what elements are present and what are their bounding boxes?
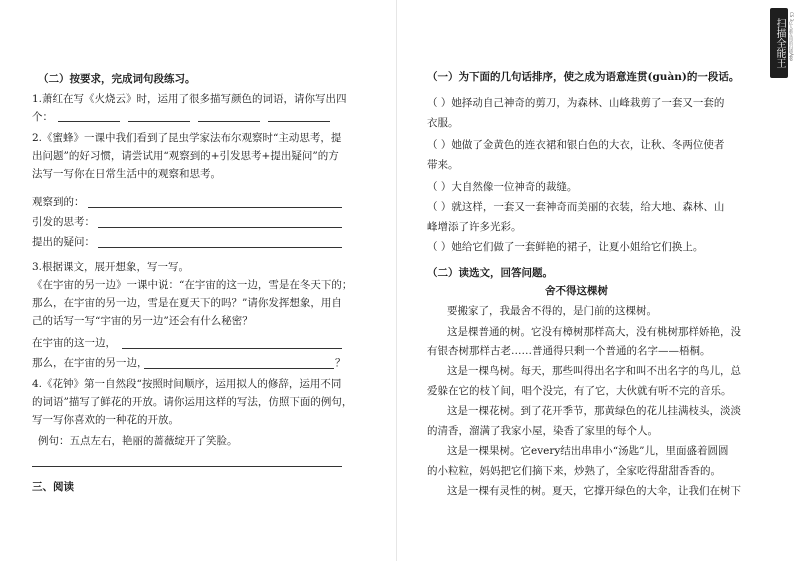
article-para-3-line2: 爱躲在它的枝丫间，唱个没完，有了它，大伙就有听不完的音乐。 — [427, 385, 732, 397]
section2-heading: （二）按要求，完成词句段练习。 — [38, 73, 196, 85]
article-para-3-line1: 这是一棵鸟树。每天，那些叫得出名字和叫不出名字的鸟儿，总 — [447, 365, 741, 377]
sentence-1-line2: 衣服。 — [427, 117, 459, 129]
q1-blank-2[interactable] — [128, 121, 190, 122]
q4-text-line1: 4.《花钟》第一自然段“按照时间顺序，运用拟人的修辞，运用不同 — [32, 378, 342, 390]
right-page — [397, 0, 794, 561]
q2-text-line3: 法写一写你在日常生活中的观察和思考。 — [32, 168, 221, 180]
sentence-1-line1: （ ）她择动自己神奇的剪刀，为森林、山峰栽剪了一套又一套的 — [427, 97, 725, 109]
q3-text-line2: 《在宇宙的另一边》一课中说：“在宇宙的这一边，雪是在冬天下的； — [32, 279, 353, 291]
q4-example: 例句：五点左右，艳丽的蔷薇绽开了笑脸。 — [38, 435, 238, 447]
q4-text-line3: 写一写你喜欢的一种花的开放。 — [32, 414, 179, 426]
q3-fill-prefix-1: 在宇宙的这一边， — [32, 337, 116, 349]
sentence-4-line1: （ ）就这样，一套又一套神奇而美丽的衣装，给大地、森林、山 — [427, 201, 725, 213]
sentence-2-line2: 带来。 — [427, 159, 459, 171]
q1-text-line1: 1.萧红在写《火烧云》时，运用了很多描写颜色的词语，请你写出四 — [32, 93, 347, 105]
q1-blank-4[interactable] — [268, 121, 330, 122]
sentence-4-line2: 峰增添了许多光彩。 — [427, 221, 522, 233]
q2-text-line1: 2.《蜜蜂》一课中我们看到了昆虫学家法布尔观察时“主动思考，提 — [32, 132, 342, 144]
sentence-2-line1: （ ）她做了金黄色的连衣裙和银白色的大衣，让秋、冬两位使者 — [427, 139, 725, 151]
scanner-app-tagline: CS 3亿人都在用的扫描App — [789, 12, 794, 61]
q4-text-line2: 的词语”描写了鲜花的开放。请你运用这样的写法，仿照下面的例句， — [32, 396, 353, 408]
article-para-1: 要搬家了，我最舍不得的，是门前的这棵树。 — [447, 305, 657, 317]
sentence-5-line1: （ ）她给它们做了一套鲜艳的裙子，让夏小姐给它们换上。 — [427, 241, 704, 253]
article-para-4-line2: 的清香，溜满了我家小屋，染香了家里的每个人。 — [427, 425, 658, 437]
observed-label: 观察到的： — [32, 196, 85, 208]
thinking-label: 引发的思考： — [32, 216, 95, 228]
article-para-2-line2: 有银杏树那样古老……普通得只剩一个普通的名字——梧桐。 — [427, 345, 711, 357]
article-para-5-line2: 的小粒粒，妈妈把它们摘下来，炒熟了，全家吃得甜甜香香的。 — [427, 465, 721, 477]
q3-text-line4: 己的话写一写“宇宙的另一边”还会有什么秘密？ — [32, 315, 253, 327]
observed-answer-line[interactable] — [88, 207, 342, 208]
reading-heading: （二）读选文，回答问题。 — [427, 267, 553, 279]
article-title: 舍不得这棵树 — [545, 285, 608, 297]
article-para-4-line1: 这是一棵花树。到了花开季节，那黄绿色的花儿挂满枝头，淡淡 — [447, 405, 741, 417]
article-para-5-line1: 这是一棵果树。它every结出串串小“汤匙”儿，里面盛着圆圆 — [447, 445, 729, 457]
q3-fill-prefix-2: 那么，在宇宙的另一边， — [32, 357, 148, 369]
q3-fill-end-mark: ？ — [335, 357, 346, 369]
sentence-3-line1: （ ）大自然像一位神奇的裁缝。 — [427, 181, 578, 193]
question-answer-line[interactable] — [98, 247, 342, 248]
q3-text-line3: 那么，在宇宙的另一边，雪是在夏天下的吗？”请你发挥想象，用自 — [32, 297, 342, 309]
q3-text-line1: 3.根据课文，展开想象，写一写。 — [32, 261, 190, 273]
q4-answer-line[interactable] — [32, 466, 342, 467]
article-para-6-line1: 这是一棵有灵性的树。夏天，它撑开绿色的大伞，让我们在树下 — [447, 485, 741, 497]
q3-fill-line-2[interactable] — [144, 368, 334, 369]
q1-text-line2: 个： — [32, 111, 53, 123]
q1-blank-1[interactable] — [58, 121, 120, 122]
q2-text-line2: 出问题”的好习惯，请尝试用“观察到的+引发思考+提出疑问”的方 — [32, 150, 339, 162]
q1-blank-3[interactable] — [198, 121, 260, 122]
section3-heading: 三、阅读 — [32, 481, 74, 493]
thinking-answer-line[interactable] — [98, 227, 342, 228]
scanner-app-logo: 扫描全能王 — [770, 8, 788, 78]
q3-fill-line-1[interactable] — [122, 348, 342, 349]
sort-heading: （一）为下面的几句话排序，使之成为语意连贯(guàn)的一段话。 — [427, 71, 740, 83]
question-label: 提出的疑问： — [32, 236, 95, 248]
article-para-2-line1: 这是棵普通的树。它没有樟树那样高大，没有桃树那样娇艳，没 — [447, 326, 741, 338]
